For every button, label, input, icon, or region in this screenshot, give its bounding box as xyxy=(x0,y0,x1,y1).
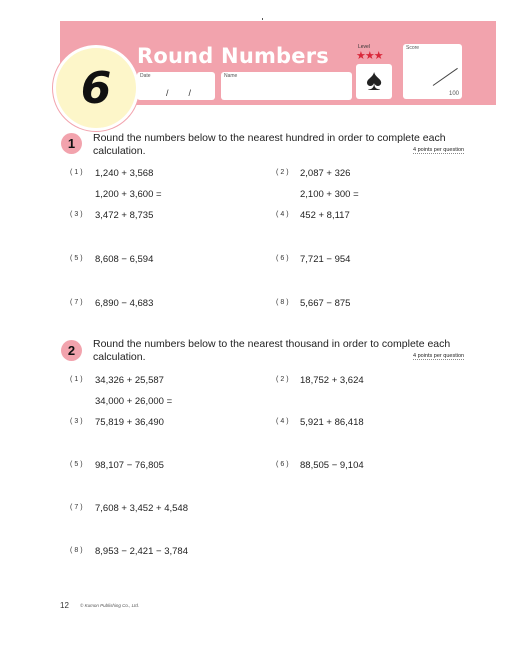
worked-example: 34,000 + 26,000 = xyxy=(95,396,173,407)
problem-number: (8) xyxy=(70,547,85,554)
problem-expression: 6,890 − 4,683 xyxy=(95,298,154,309)
section-1-points: 4 points per question xyxy=(413,147,465,153)
problem-number: (4) xyxy=(276,418,291,425)
date-label: Date xyxy=(140,73,151,79)
level-label: Level xyxy=(358,44,370,50)
section-2-points: 4 points per question xyxy=(413,353,465,359)
level-stars: ★★★ xyxy=(356,50,383,62)
worked-example: 2,100 + 300 = xyxy=(300,189,359,200)
problem-expression: 1,240 + 3,568 xyxy=(95,168,154,179)
problem-number: (5) xyxy=(70,461,85,468)
worked-example: 1,200 + 3,600 = xyxy=(95,189,162,200)
spade-icon: ♠ xyxy=(366,64,382,97)
name-field[interactable] xyxy=(221,72,352,100)
problem-expression: 18,752 + 3,624 xyxy=(300,375,364,386)
problem-expression: 8,608 − 6,594 xyxy=(95,254,154,265)
problem-number: (1) xyxy=(70,376,85,383)
problem-expression: 8,953 − 2,421 − 3,784 xyxy=(95,546,188,557)
unit-number: 6 xyxy=(80,62,112,114)
problem-number: (1) xyxy=(70,169,85,176)
section-1-number: 1 xyxy=(61,133,82,154)
page-title: Round Numbers xyxy=(137,44,329,68)
problem-expression: 98,107 − 76,805 xyxy=(95,460,164,471)
name-label: Name xyxy=(224,73,238,79)
problem-number: (4) xyxy=(276,211,291,218)
score-max: 100 xyxy=(449,91,460,97)
section-1-instruction: Round the numbers below to the nearest hundred in order to complete each calculation. xyxy=(93,132,446,157)
problem-expression: 34,326 + 25,587 xyxy=(95,375,164,386)
problem-expression: 75,819 + 36,490 xyxy=(95,417,164,428)
section-2-number: 2 xyxy=(61,340,82,361)
problem-number: (6) xyxy=(276,255,291,262)
problem-number: (2) xyxy=(276,376,291,383)
problem-number: (5) xyxy=(70,255,85,262)
problem-expression: 3,472 + 8,735 xyxy=(95,210,154,221)
problem-expression: 452 + 8,117 xyxy=(300,210,350,221)
problem-expression: 2,087 + 326 xyxy=(300,168,351,179)
problem-expression: 7,608 + 3,452 + 4,548 xyxy=(95,503,188,514)
copyright: © Kumon Publishing Co., Ltd. xyxy=(80,603,140,608)
problem-number: (7) xyxy=(70,504,85,511)
problem-expression: 5,921 + 86,418 xyxy=(300,417,364,428)
problem-expression: 5,667 − 875 xyxy=(300,298,351,309)
problem-number: (6) xyxy=(276,461,291,468)
date-separators: / / xyxy=(166,88,192,98)
problem-number: (3) xyxy=(70,211,85,218)
problem-expression: 7,721 − 954 xyxy=(300,254,351,265)
page-number: 12 xyxy=(60,601,69,610)
print-mark xyxy=(262,18,263,20)
problem-number: (3) xyxy=(70,418,85,425)
problem-expression: 88,505 − 9,104 xyxy=(300,460,364,471)
score-label: Score xyxy=(406,45,420,51)
problem-number: (7) xyxy=(70,299,85,306)
section-2-instruction: Round the numbers below to the nearest thousand in order to complete each calculation. xyxy=(93,338,451,363)
problem-number: (8) xyxy=(276,299,291,306)
problem-number: (2) xyxy=(276,169,291,176)
